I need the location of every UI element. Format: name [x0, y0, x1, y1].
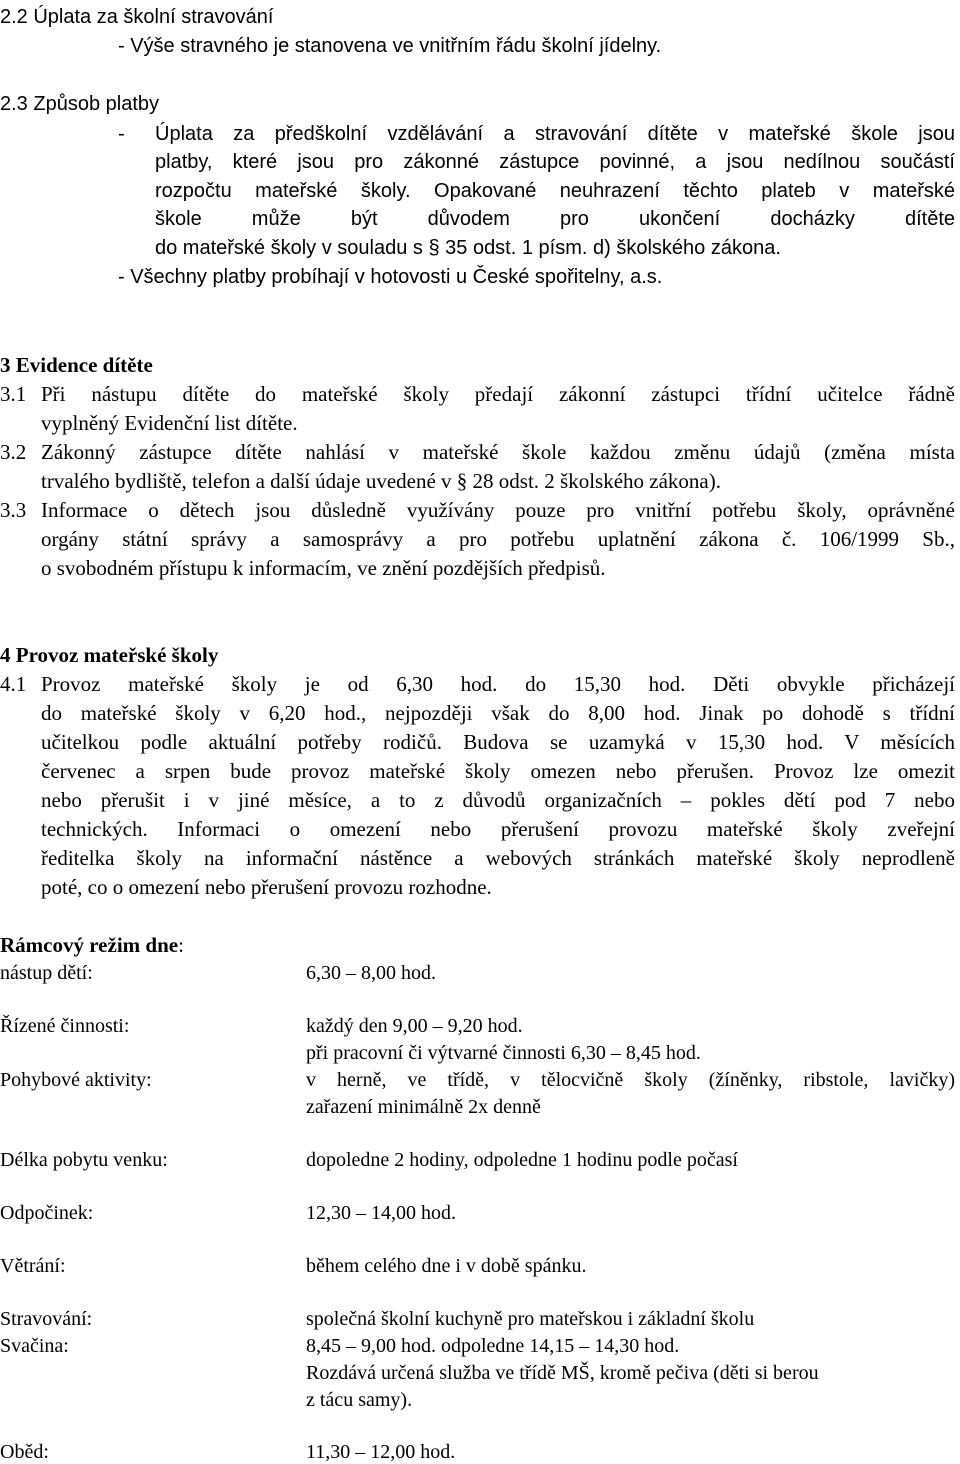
schedule-lunch-label: Oběd:: [0, 1441, 49, 1463]
section-2-3-line-1: Úplata za předškolní vzdělávání a stravování dítěte v mateřské škole jsou: [155, 123, 955, 145]
schedule-arrival-label: nástup dětí:: [0, 962, 93, 984]
para-4-1-line-4: červenec a srpen bude provoz mateřské školy omezen nebo přerušen. Provoz lze omezit: [41, 759, 955, 783]
schedule-directed-value-2: při pracovní či výtvarné činnosti 6,30 – 8,45 hod.: [306, 1042, 701, 1064]
section-2-3-line-4: škole může být důvodem pro ukončení docházky dítěte: [155, 208, 955, 230]
para-4-1-line-2: do mateřské školy v 6,20 hod., nejpozději však do 8,00 hod. Jinak po dohodě s třídní: [41, 701, 955, 725]
section-4-heading: 4 Provoz mateřské školy: [0, 643, 219, 667]
para-3-1-line-1: Při nástupu dítěte do mateřské školy předají zákonní zástupci třídní učitelce řádně: [41, 382, 955, 406]
schedule-motion-value-2: zařazení minimálně 2x denně: [306, 1096, 541, 1118]
schedule-snack-value-1: 8,45 – 9,00 hod. odpoledne 14,15 – 14,30 hod.: [306, 1335, 680, 1357]
para-4-1-line-3: učitelkou podle aktuální potřeby rodičů. Budova se uzamyká v 15,30 hod. V měsících: [41, 730, 955, 754]
schedule-lunch-value: 11,30 – 12,00 hod.: [306, 1441, 456, 1463]
section-2-2-heading: 2.2 Úplata za školní stravování: [0, 6, 274, 28]
para-3-1-line-2: vyplněný Evidenční list dítěte.: [41, 411, 298, 435]
para-4-1-number: 4.1: [0, 672, 27, 696]
schedule-outdoor-value: dopoledne 2 hodiny, odpoledne 1 hodinu podle počasí: [306, 1149, 738, 1171]
schedule-rest-value: 12,30 – 14,00 hod.: [306, 1202, 456, 1224]
schedule-arrival-value: 6,30 – 8,00 hod.: [306, 962, 436, 984]
schedule-motion-value-1: v herně, ve třídě, v tělocvičně školy (žíněnky, ribstole, lavičky): [306, 1069, 955, 1091]
section-2-2-item: - Výše stravného je stanovena ve vnitřním řádu školní jídelny.: [118, 35, 662, 57]
section-2-3-line-2: platby, které jsou pro zákonné zástupce povinné, a jsou nedílnou součástí: [155, 151, 955, 173]
para-4-1-line-7: ředitelka školy na informační nástěnce a webových stránkách mateřské školy neprodleně: [41, 846, 955, 870]
para-4-1-line-1: Provoz mateřské školy je od 6,30 hod. do 15,30 hod. Děti obvykle přicházejí: [41, 672, 955, 696]
schedule-heading-colon: :: [178, 933, 184, 957]
section-3-heading: 3 Evidence dítěte: [0, 353, 153, 377]
schedule-meals-label: Stravování:: [0, 1308, 93, 1330]
section-2-3-line-5: do mateřské školy v souladu s § 35 odst. 1 písm. d) školského zákona.: [155, 237, 781, 259]
para-3-1-number: 3.1: [0, 382, 27, 406]
schedule-heading: [0, 933, 184, 958]
section-2-3-dash: -: [118, 123, 125, 145]
para-4-1-line-8: poté, co o omezení nebo přerušení provozu rozhodne.: [41, 875, 492, 899]
schedule-snack-value-3: z tácu samy).: [306, 1389, 413, 1411]
schedule-heading-text: Rámcový režim dne: [0, 933, 179, 957]
para-3-3-number: 3.3: [0, 498, 27, 522]
para-4-1-line-5: nebo přerušit i v jiné měsíce, a to z důvodů organizačních – pokles dětí pod 7 nebo: [41, 788, 955, 812]
para-3-2-line-1: Zákonný zástupce dítěte nahlásí v mateřské škole každou změnu údajů (změna místa: [41, 440, 955, 464]
schedule-outdoor-label: Délka pobytu venku:: [0, 1149, 168, 1171]
schedule-meals-value: společná školní kuchyně pro mateřskou i základní školu: [306, 1308, 755, 1330]
schedule-snack-label: Svačina:: [0, 1335, 69, 1357]
section-2-3-line-3: rozpočtu mateřské školy. Opakované neuhrazení těchto plateb v mateřské: [155, 180, 955, 202]
para-4-1-line-6: technických. Informaci o omezení nebo přerušení provozu mateřské školy zveřejní: [41, 817, 955, 841]
schedule-snack-value-2: Rozdává určená služba ve třídě MŠ, kromě pečiva (děti si berou: [306, 1362, 819, 1384]
schedule-vent-label: Větrání:: [0, 1255, 66, 1277]
section-2-3-item-2: - Všechny platby probíhají v hotovosti u České spořitelny, a.s.: [118, 266, 663, 288]
para-3-3-line-1: Informace o dětech jsou důsledně využívány pouze pro vnitřní potřebu školy, oprávněné: [41, 498, 955, 522]
para-3-3-line-2: orgány státní správy a samosprávy a pro potřebu uplatnění zákona č. 106/1999 Sb.,: [41, 527, 955, 551]
schedule-rest-label: Odpočinek:: [0, 1202, 94, 1224]
para-3-2-line-2: trvalého bydliště, telefon a další údaje uvedené v § 28 odst. 2 školského zákona).: [41, 469, 721, 493]
schedule-motion-label: Pohybové aktivity:: [0, 1069, 152, 1091]
para-3-3-line-3: o svobodném přístupu k informacím, ve znění pozdějších předpisů.: [41, 556, 606, 580]
schedule-directed-value-1: každý den 9,00 – 9,20 hod.: [306, 1015, 523, 1037]
schedule-directed-label: Řízené činnosti:: [0, 1015, 130, 1037]
section-2-3-heading: 2.3 Způsob platby: [0, 93, 159, 115]
para-3-2-number: 3.2: [0, 440, 27, 464]
schedule-vent-value: během celého dne i v době spánku.: [306, 1255, 587, 1277]
